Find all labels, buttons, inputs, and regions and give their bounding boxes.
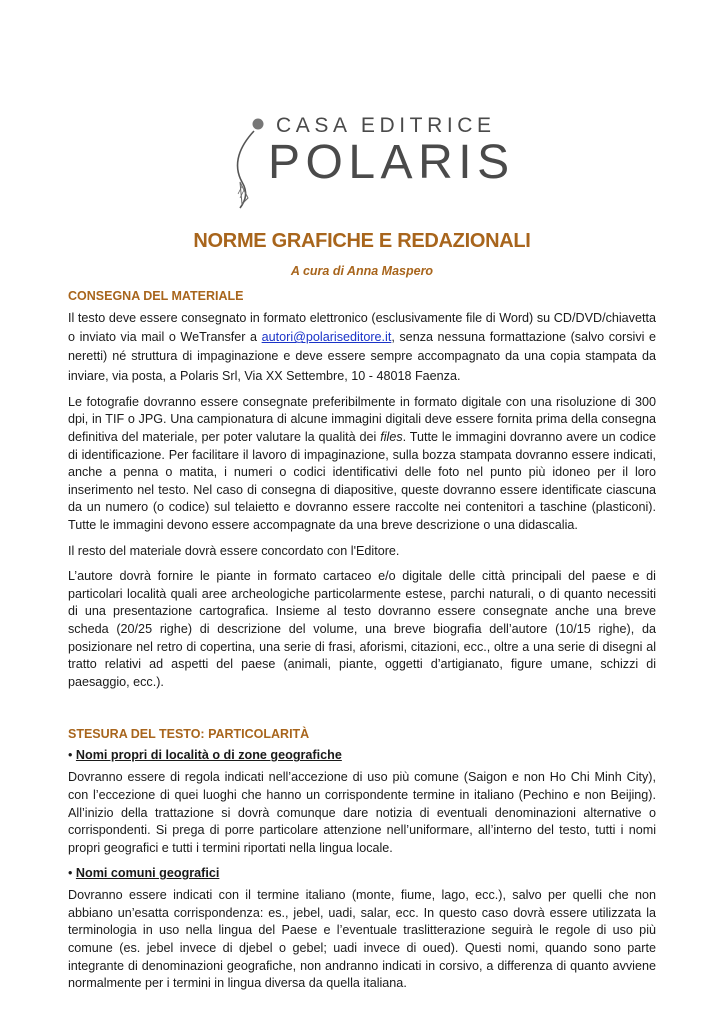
logo-line-casa-editrice: CASA EDITRICE bbox=[276, 114, 496, 137]
paragraph-text: Le fotografie dovranno essere consegnate preferibilmente in formato digitale con una risoluzione di 300 dpi, in TIF o JPG. Una campionatura di alcune immagini digitali deve essere fornita prima della consegna definitiva del materiale, per poter valutare la qualità dei bbox=[68, 394, 656, 444]
paragraph-piante: L’autore dovrà fornire le piante in formato cartaceo e/o digitale delle città principali del paese e di particolari località quali aree archeologiche particolarmente estese, parchi naturali, o di quanto necessiti di una presentazione cartografica. Insieme al testo dovranno essere consegnate anche una breve scheda (20/25 righe) di descrizione del volume, una breve biografia dell’autore (10/15 righe), da posizionare nel retro di copertina, una serie di frasi, aforismi, citazioni, ecc., oltre a una serie di disegni al tratto relativi ad aspetti del paese (animali, piante, oggetti d’artigianato, figure umane, schizzi di paesaggio, ecc.). bbox=[68, 569, 656, 689]
section-heading-stesura: STESURA DEL TESTO: PARTICOLARITÀ bbox=[68, 727, 310, 742]
paragraph-text: , senza nessuna formattazione (salvo corsivi e neretti) né struttura di impaginazione e deve essere sempre accompagnato da una copia stampata da inviare, via posta, a Polaris Srl, Via XX Settembre, 10 - 48018 Faenza. bbox=[68, 330, 656, 383]
paragraph-nomi-comuni: Dovranno essere indicati con il termine italiano (monte, fiume, lago, ecc.), salvo per quelli che non abbiano un’esatta corrispondenza: es., jebel, uadi, salar, ecc. In questo caso dovrà essere utilizzata la terminologia in uso nella lingua del Paese e l’eventuale traslitterazione seguirà le regole di uso più comune (es. jebel invece di djebel o gebel; uadi invece di oued). Questi nomi, quando sono parte integrante di denominazioni geografiche, non andranno indicati in corsivo, a differenza di quanto avviene normalmente per i termini in lingua diversa da quella italiana. bbox=[68, 888, 656, 991]
subheading-text: Nomi propri di località o di zone geografiche bbox=[75, 748, 342, 763]
compass-feather-icon bbox=[228, 112, 272, 212]
paragraph-text: . Tutte le immagini dovranno avere un codice di identificazione. Per facilitare il lavoro di impaginazione, sulla bozza stampata dovranno essere indicati, anche a penna o matita, i numeri o codici identificativi delle foto nel punto più idoneo per il loro inserimento nel testo. Nel caso di consegna di diapositive, queste dovranno essere identificate ciascuna da un numero (o codice) sul telaietto e dovranno essere raccolte nei contenitori a taschine (plasticoni). Tutte le immagini devono essere accompagnate da una breve descrizione o una didascalia. bbox=[68, 430, 656, 532]
subheading-nomi-propri bbox=[68, 747, 656, 764]
subheading-text: Nomi comuni geografici bbox=[75, 866, 220, 881]
bullet: • bbox=[68, 748, 73, 763]
page-subtitle: A cura di Anna Maspero bbox=[290, 264, 434, 278]
subheading-nomi-comuni bbox=[68, 865, 656, 882]
section-heading-consegna: CONSEGNA DEL MATERIALE bbox=[68, 289, 244, 303]
paragraph-nomi-propri: Dovranno essere di regola indicati nell’accezione di uso più comune (Saigon e non Ho Chi Minh City), con l’eccezione di quei luoghi che hanno un corrispondente termine in italiano (Pechino e non Beijing). All’inizio della trattazione si dovrà comunque dare notizia di eventuali denominazioni alternative o corrispondenti. Si prega di porre particolare attenzione nell’uniformare, all’interno del testo, tutti i nomi propri geografici e tutti i termini riportati nella lingua locale. bbox=[68, 770, 656, 855]
publisher-logo bbox=[228, 112, 515, 212]
page-title: NORME GRAFICHE E REDAZIONALI bbox=[193, 230, 531, 252]
paragraph-resto-materiale: Il resto del materiale dovrà essere concordato con l'Editore. bbox=[68, 543, 400, 558]
emphasis-files: files bbox=[380, 430, 403, 444]
bullet: • bbox=[68, 866, 73, 881]
paragraph-fotografie bbox=[68, 394, 656, 535]
document-body bbox=[68, 289, 656, 1001]
email-link[interactable]: autori@polariseditore.it bbox=[261, 330, 392, 345]
paragraph-consegna-1 bbox=[68, 309, 656, 386]
logo-line-polaris: POLARIS bbox=[268, 136, 515, 189]
paragraph-text: Il testo deve essere consegnato in formato elettronico (esclusivamente file di Word) su CD/DVD/chiavetta o inviato via mail o WeTransfer a bbox=[68, 311, 656, 345]
